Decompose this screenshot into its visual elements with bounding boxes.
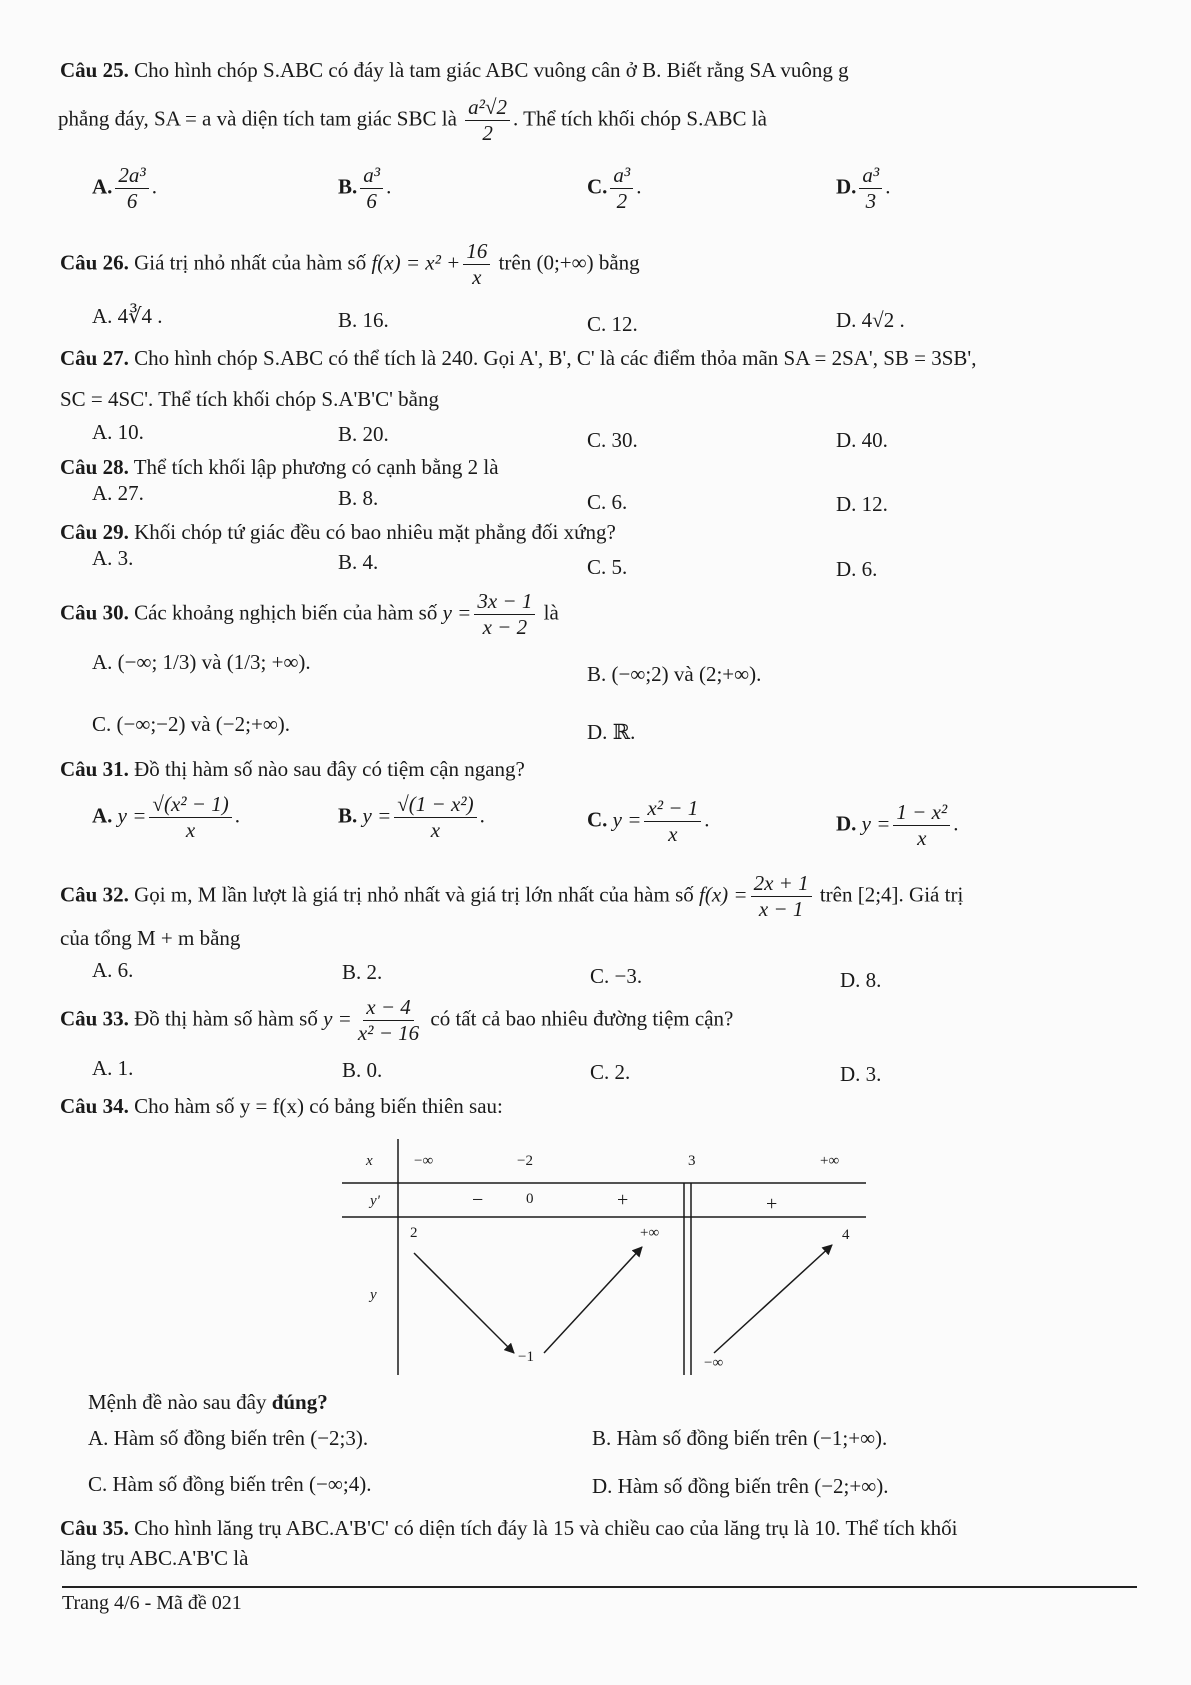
increasing-arrow [714, 1245, 832, 1353]
page-footer: Trang 4/6 - Mã đề 021 [62, 1592, 242, 1614]
option-c[interactable]: C. Hàm số đồng biến trên (−∞;4). [88, 1472, 372, 1496]
x-value: −2 [517, 1153, 533, 1169]
question-label: Câu 29. [60, 520, 129, 544]
question-32-line2: của tổng M + m bằng [60, 926, 241, 950]
option-c[interactable]: C. y = $\frac{\text{x² − 1}}{x}$ . [587, 796, 710, 847]
option-b[interactable]: B. $\frac{\text{a³}}{6}$ . [338, 163, 392, 214]
y-value: 2 [410, 1225, 418, 1241]
yprime-sign: + [617, 1189, 629, 1211]
option-d[interactable]: D. 6. [836, 557, 878, 581]
question-text: Mệnh đề nào sau đây [88, 1390, 267, 1414]
question-35-line2: lăng trụ ABC.A'B'C là [60, 1546, 249, 1570]
option-b[interactable]: B. 0. [342, 1058, 383, 1082]
fraction: $\frac{16}{x}$ [463, 240, 490, 289]
option-a[interactable]: A. y = $\frac{\text{√(x² − 1)}}{x}$ . [92, 792, 240, 843]
question-text: Cho hàm số y = f(x) có bảng biến thiên sau: [134, 1094, 503, 1118]
formula: f(x) = [699, 882, 748, 907]
option-a[interactable]: A. 10. [92, 420, 144, 444]
option-d[interactable]: D. Hàm số đồng biến trên (−2;+∞). [592, 1474, 889, 1498]
question-31 [60, 757, 525, 781]
decreasing-arrow [414, 1253, 514, 1353]
question-34-prompt [88, 1390, 328, 1414]
question-text: Cho hình chóp S.ABC có thể tích là 240. Gọi A', B', C' là các điểm thỏa mãn SA = 2SA', SB = 3SB', [134, 346, 977, 370]
question-text: Đồ thị hàm số hàm số [134, 1006, 318, 1031]
question-30 [60, 590, 559, 639]
option-b[interactable]: B. 4. [338, 550, 379, 574]
option-b[interactable]: B. y = $\frac{\text{√(1 − x²)}}{x}$ . [338, 792, 485, 843]
question-text: Các khoảng nghịch biến của hàm số [134, 600, 438, 625]
question-label: Câu 28. [60, 455, 129, 479]
option-b[interactable]: B. Hàm số đồng biến trên (−1;+∞). [592, 1426, 888, 1450]
question-label: Câu 33. [60, 1006, 129, 1031]
fraction: $\frac{3x - 1}{x - 2}$ [474, 590, 535, 639]
option-b[interactable]: B. 20. [338, 422, 389, 446]
question-text: Khối chóp tứ giác đều có bao nhiêu mặt phẳng đối xứng? [134, 520, 616, 544]
row-label-yprime: y' [370, 1193, 380, 1209]
question-label: Câu 34. [60, 1094, 129, 1118]
question-label: Câu 26. [60, 250, 129, 275]
question-text: Cho hình lăng trụ ABC.A'B'C' có diện tích đáy là 15 và chiều cao của lăng trụ là 10. Thể tích khối [134, 1516, 958, 1540]
option-d[interactable]: D. 3. [840, 1062, 882, 1086]
question-text: là [543, 600, 559, 625]
question-text: Cho hình chóp S.ABC có đáy là tam giác ABC vuông cân ở B. Biết rằng SA vuông g [134, 58, 849, 82]
option-b[interactable]: B. 8. [338, 486, 379, 510]
option-d[interactable]: D. 4√2 . [836, 308, 905, 332]
y-value: 4 [842, 1227, 850, 1243]
question-label: Câu 32. [60, 882, 129, 907]
question-27-line2: SC = 4SC'. Thể tích khối chóp S.A'B'C' bằng [60, 387, 439, 411]
option-b[interactable]: B. 2. [342, 960, 383, 984]
question-32 [60, 872, 963, 921]
option-c[interactable]: C. −3. [590, 964, 643, 988]
formula: f(x) = x² + [371, 250, 461, 275]
option-c[interactable]: C. 30. [587, 428, 638, 452]
question-33 [60, 996, 733, 1045]
question-label: Câu 30. [60, 600, 129, 625]
question-label: Câu 35. [60, 1516, 129, 1540]
fraction: $\frac{2x + 1}{x - 1}$ [751, 872, 812, 921]
option-a[interactable]: A. Hàm số đồng biến trên (−2;3). [88, 1426, 369, 1450]
question-34 [60, 1094, 503, 1118]
question-text: trên (0;+∞) bằng [498, 250, 640, 275]
yprime-sign: 0 [526, 1191, 534, 1207]
y-value: −1 [518, 1349, 534, 1365]
yprime-sign: + [766, 1193, 778, 1215]
option-a[interactable]: A. 27. [92, 481, 144, 505]
option-c[interactable]: C. 6. [587, 490, 628, 514]
fraction: $\frac{\text{a²√2}}{2}$ [465, 96, 510, 145]
option-c[interactable]: C. (−∞;−2) và (−2;+∞). [92, 712, 291, 736]
question-text: trên [2;4]. Giá trị [819, 882, 964, 907]
question-label: Câu 31. [60, 757, 129, 781]
question-text: phẳng đáy, SA = a và diện tích tam giác SBC là [58, 106, 457, 131]
question-25-line1 [60, 58, 849, 82]
question-text-bold: đúng? [271, 1390, 328, 1414]
question-text: Giá trị nhỏ nhất của hàm số [134, 250, 367, 275]
y-value: +∞ [640, 1225, 660, 1241]
option-d[interactable]: D. ℝ. [587, 720, 636, 744]
question-text: Đồ thị hàm số nào sau đây có tiệm cận ngang? [134, 757, 525, 781]
question-25-line2 [58, 96, 767, 145]
option-a[interactable]: A. 1. [92, 1056, 134, 1080]
question-text: Thể tích khối lập phương có cạnh bằng 2 là [133, 455, 499, 479]
option-c[interactable]: C. $\frac{\text{a³}}{2}$ . [587, 163, 642, 214]
option-a[interactable]: A. 3. [92, 546, 134, 570]
option-c[interactable]: C. 5. [587, 555, 628, 579]
increasing-arrow [544, 1247, 642, 1353]
option-d[interactable]: D. 12. [836, 492, 888, 516]
footer-divider [62, 1586, 1137, 1588]
option-a[interactable]: A. 4∛4 . [92, 304, 163, 328]
variation-table-lines [342, 1135, 870, 1375]
option-b[interactable]: B. (−∞;2) và (2;+∞). [587, 662, 762, 686]
option-b[interactable]: B. 16. [338, 308, 389, 332]
formula: y = [323, 1006, 352, 1031]
option-a[interactable]: A. 6. [92, 958, 134, 982]
question-26 [60, 240, 640, 289]
question-29 [60, 520, 616, 544]
option-a[interactable]: A. $\frac{\text{2a³}}{6}$ . [92, 163, 157, 214]
question-28 [60, 455, 499, 479]
option-c[interactable]: C. 2. [590, 1060, 631, 1084]
yprime-sign: − [472, 1189, 484, 1211]
option-d[interactable]: D. y = $\frac{\text{1 − x²}}{x}$ . [836, 800, 959, 851]
option-d[interactable]: D. 8. [840, 968, 882, 992]
question-35-line1 [60, 1516, 958, 1540]
question-27-line1 [60, 346, 976, 370]
question-label: Câu 27. [60, 346, 129, 370]
option-d[interactable]: D. $\frac{\text{a³}}{3}$ . [836, 163, 891, 214]
variation-table [342, 1135, 870, 1375]
row-label-x: x [366, 1153, 373, 1169]
question-text: có tất cả bao nhiêu đường tiệm cận? [430, 1006, 734, 1031]
row-label-y: y [370, 1287, 377, 1303]
x-value: +∞ [820, 1153, 840, 1169]
x-value: 3 [688, 1153, 696, 1169]
x-value: −∞ [414, 1153, 434, 1169]
question-text: . Thể tích khối chóp S.ABC là [513, 106, 767, 131]
option-d[interactable]: D. 40. [836, 428, 888, 452]
question-label: Câu 25. [60, 58, 129, 82]
option-c[interactable]: C. 12. [587, 312, 638, 336]
formula: y = [442, 600, 472, 625]
question-text: Gọi m, M lần lượt là giá trị nhỏ nhất và giá trị lớn nhất của hàm số [134, 882, 694, 907]
fraction: $\frac{x - 4}{\text{x² − 16}}$ [357, 995, 420, 1046]
y-value: −∞ [704, 1355, 724, 1371]
option-a[interactable]: A. (−∞; 1/3) và (1/3; +∞). [92, 650, 311, 674]
